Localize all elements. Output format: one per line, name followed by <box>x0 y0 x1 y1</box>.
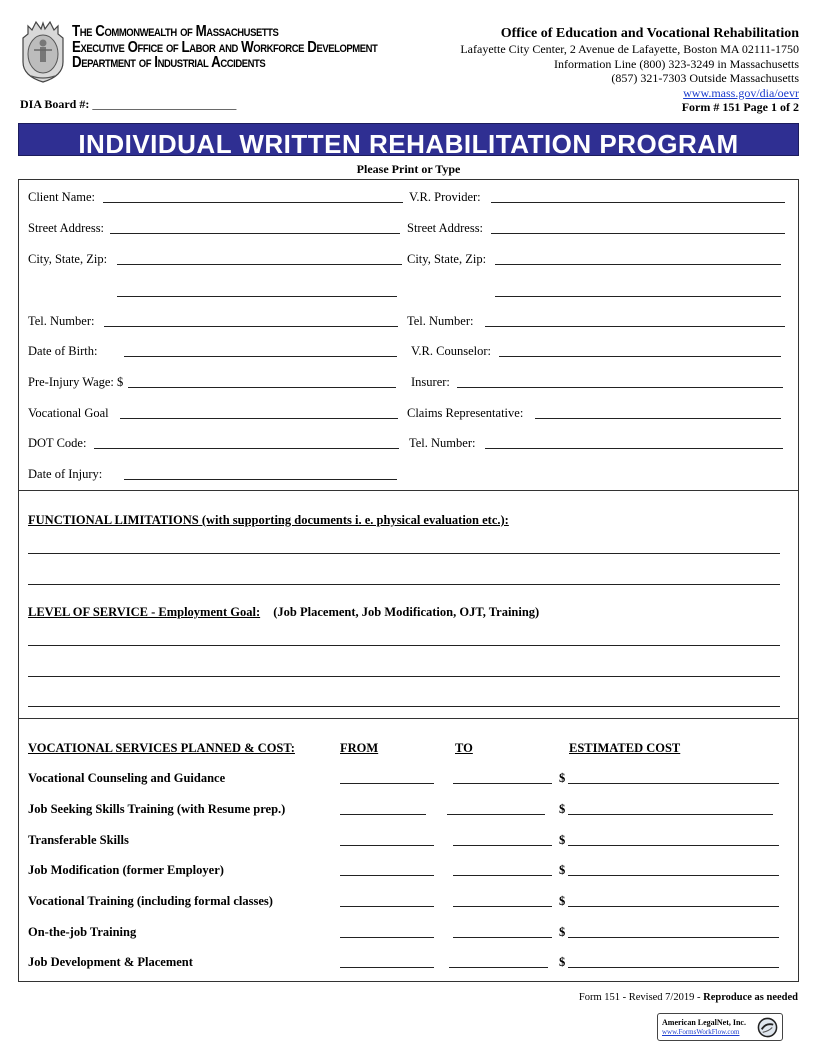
service-label-transferable: Transferable Skills <box>28 833 129 847</box>
job-seeking-currency: $ <box>559 802 566 816</box>
dot-code-label: DOT Code: <box>28 436 87 450</box>
functional-limitations-line-1[interactable] <box>28 553 780 554</box>
service-label-job-seeking: Job Seeking Skills Training (with Resume prep.) <box>28 802 286 816</box>
vocational-training-to-input[interactable] <box>453 906 552 907</box>
date-of-injury-label: Date of Injury: <box>28 467 103 481</box>
claims-tel-label: Tel. Number: <box>409 436 476 450</box>
counseling-cost-input[interactable] <box>568 783 779 784</box>
service-label-counseling: Vocational Counseling and Guidance <box>28 771 226 785</box>
level-of-service-options: (Job Placement, Job Modification, OJT, Training) <box>273 605 540 619</box>
provider-street-input[interactable] <box>491 233 785 234</box>
vocational-training-currency: $ <box>559 894 566 908</box>
service-label-ojt: On-the-job Training <box>28 925 137 939</box>
functional-limitations-section <box>18 490 799 719</box>
agency-line-executive-office: Executive Office of Labor and Workforce Development <box>72 38 378 56</box>
vocational-goal-input[interactable] <box>120 418 398 419</box>
website-link[interactable]: www.mass.gov/dia/oevr <box>683 85 799 100</box>
client-name-label: Client Name: <box>28 190 95 204</box>
form-revision-footer <box>579 992 798 1003</box>
job-seeking-from-input[interactable] <box>340 814 426 815</box>
massachusetts-seal-icon <box>20 20 66 84</box>
level-of-service-heading <box>28 605 539 619</box>
vocational-training-from-input[interactable] <box>340 906 434 907</box>
functional-limitations-line-2[interactable] <box>28 584 780 585</box>
client-street-input[interactable] <box>110 233 400 234</box>
transferable-currency: $ <box>559 833 566 847</box>
vocational-training-cost-input[interactable] <box>568 906 779 907</box>
form-number: Form # 151 Page 1 of 2 <box>681 100 799 114</box>
client-city-input[interactable] <box>117 264 402 265</box>
date-of-injury-input[interactable] <box>124 479 397 480</box>
claims-rep-input[interactable] <box>535 418 781 419</box>
client-info-section <box>18 179 799 491</box>
job-development-currency: $ <box>559 955 566 969</box>
office-contact-block <box>460 25 799 115</box>
col-from-header: FROM <box>340 741 379 755</box>
american-legalnet-logo[interactable] <box>657 1013 783 1041</box>
client-wage-label: Pre-Injury Wage: $ <box>28 375 124 389</box>
provider-city-input[interactable] <box>495 264 781 265</box>
counseling-currency: $ <box>559 771 566 785</box>
client-tel-label: Tel. Number: <box>28 314 95 328</box>
client-wage-input[interactable] <box>128 387 396 388</box>
service-label-job-modification: Job Modification (former Employer) <box>28 863 224 877</box>
service-label-vocational-training: Vocational Training (including formal classes) <box>28 894 273 908</box>
client-name-input[interactable] <box>103 202 403 203</box>
vr-provider-label: V.R. Provider: <box>409 190 481 204</box>
agency-name-block <box>72 24 377 71</box>
revision-text: Form 151 - Revised 7/2019 - <box>578 992 704 1003</box>
job-seeking-to-input[interactable] <box>447 814 545 815</box>
ojt-currency: $ <box>559 925 566 939</box>
vr-counselor-input[interactable] <box>499 356 781 357</box>
client-dob-label: Date of Birth: <box>28 344 98 358</box>
job-seeking-cost-input[interactable] <box>568 814 773 815</box>
globe-icon <box>757 1017 778 1038</box>
reproduce-text: Reproduce as needed <box>703 992 798 1003</box>
level-of-service-line-3[interactable] <box>28 706 780 707</box>
provider-tel-label: Tel. Number: <box>407 314 474 328</box>
vr-provider-input[interactable] <box>491 202 785 203</box>
dia-board-input[interactable]: ________________________ <box>92 97 237 111</box>
job-modification-to-input[interactable] <box>453 875 552 876</box>
logo-company-name: American LegalNet, Inc. <box>662 1018 746 1027</box>
claims-tel-input[interactable] <box>485 448 783 449</box>
services-heading: VOCATIONAL SERVICES PLANNED & COST: <box>28 741 295 755</box>
job-modification-from-input[interactable] <box>340 875 434 876</box>
logo-url: www.FormsWorkFlow.com <box>662 1028 740 1036</box>
claims-rep-label: Claims Representative: <box>407 406 524 420</box>
transferable-cost-input[interactable] <box>568 845 779 846</box>
vocational-goal-label: Vocational Goal <box>28 406 109 420</box>
insurer-input[interactable] <box>457 387 783 388</box>
provider-street-label: Street Address: <box>407 221 484 235</box>
office-address: Lafayette City Center, 2 Avenue de Lafayette, Boston MA 02111-1750 <box>460 42 799 56</box>
provider-city-label: City, State, Zip: <box>407 252 487 266</box>
provider-tel-input[interactable] <box>485 326 785 327</box>
level-of-service-label: LEVEL OF SERVICE - Employment Goal: <box>28 605 261 619</box>
level-of-service-line-2[interactable] <box>28 676 780 677</box>
vr-counselor-label: V.R. Counselor: <box>411 344 491 358</box>
level-of-service-line-1[interactable] <box>28 645 780 646</box>
client-city-label: City, State, Zip: <box>28 252 108 266</box>
job-development-to-input[interactable] <box>449 967 548 968</box>
insurer-label: Insurer: <box>411 375 450 389</box>
agency-line-department: Department of Industrial Accidents <box>72 54 266 71</box>
job-development-from-input[interactable] <box>340 967 434 968</box>
counseling-to-input[interactable] <box>453 783 552 784</box>
job-modification-currency: $ <box>559 863 566 877</box>
ojt-from-input[interactable] <box>340 937 434 938</box>
agency-line-commonwealth: The Commonwealth of Massachusetts <box>72 23 279 40</box>
info-line: Information Line (800) 323-3249 in Massachusetts <box>554 56 799 71</box>
client-street-label: Street Address: <box>28 221 105 235</box>
transferable-to-input[interactable] <box>453 845 552 846</box>
client-city-input-line2[interactable] <box>117 296 397 297</box>
ojt-cost-input[interactable] <box>568 937 779 938</box>
ojt-to-input[interactable] <box>453 937 552 938</box>
form-title-banner: INDIVIDUAL WRITTEN REHABILITATION PROGRAM <box>18 123 799 156</box>
outside-line: (857) 321-7303 Outside Massachusetts <box>611 71 799 85</box>
client-tel-input[interactable] <box>104 326 398 327</box>
service-label-job-development: Job Development & Placement <box>28 955 193 969</box>
transferable-from-input[interactable] <box>340 845 434 846</box>
col-cost-header: ESTIMATED COST <box>569 741 681 755</box>
print-instructions: Please Print or Type <box>356 162 461 176</box>
counseling-from-input[interactable] <box>340 783 434 784</box>
dot-code-input[interactable] <box>94 448 399 449</box>
functional-limitations-heading: FUNCTIONAL LIMITATIONS (with supporting documents i. e. physical evaluation etc.): <box>28 513 509 527</box>
job-development-cost-input[interactable] <box>568 967 779 968</box>
dia-board-field <box>20 97 236 112</box>
dia-board-label: DIA Board #: <box>20 97 90 111</box>
col-to-header: TO <box>455 741 473 755</box>
client-dob-input[interactable] <box>124 356 397 357</box>
vocational-services-section <box>18 718 799 982</box>
office-title: Office of Education and Vocational Rehabilitation <box>500 26 799 41</box>
provider-city-input-line2[interactable] <box>495 296 781 297</box>
job-modification-cost-input[interactable] <box>568 875 779 876</box>
